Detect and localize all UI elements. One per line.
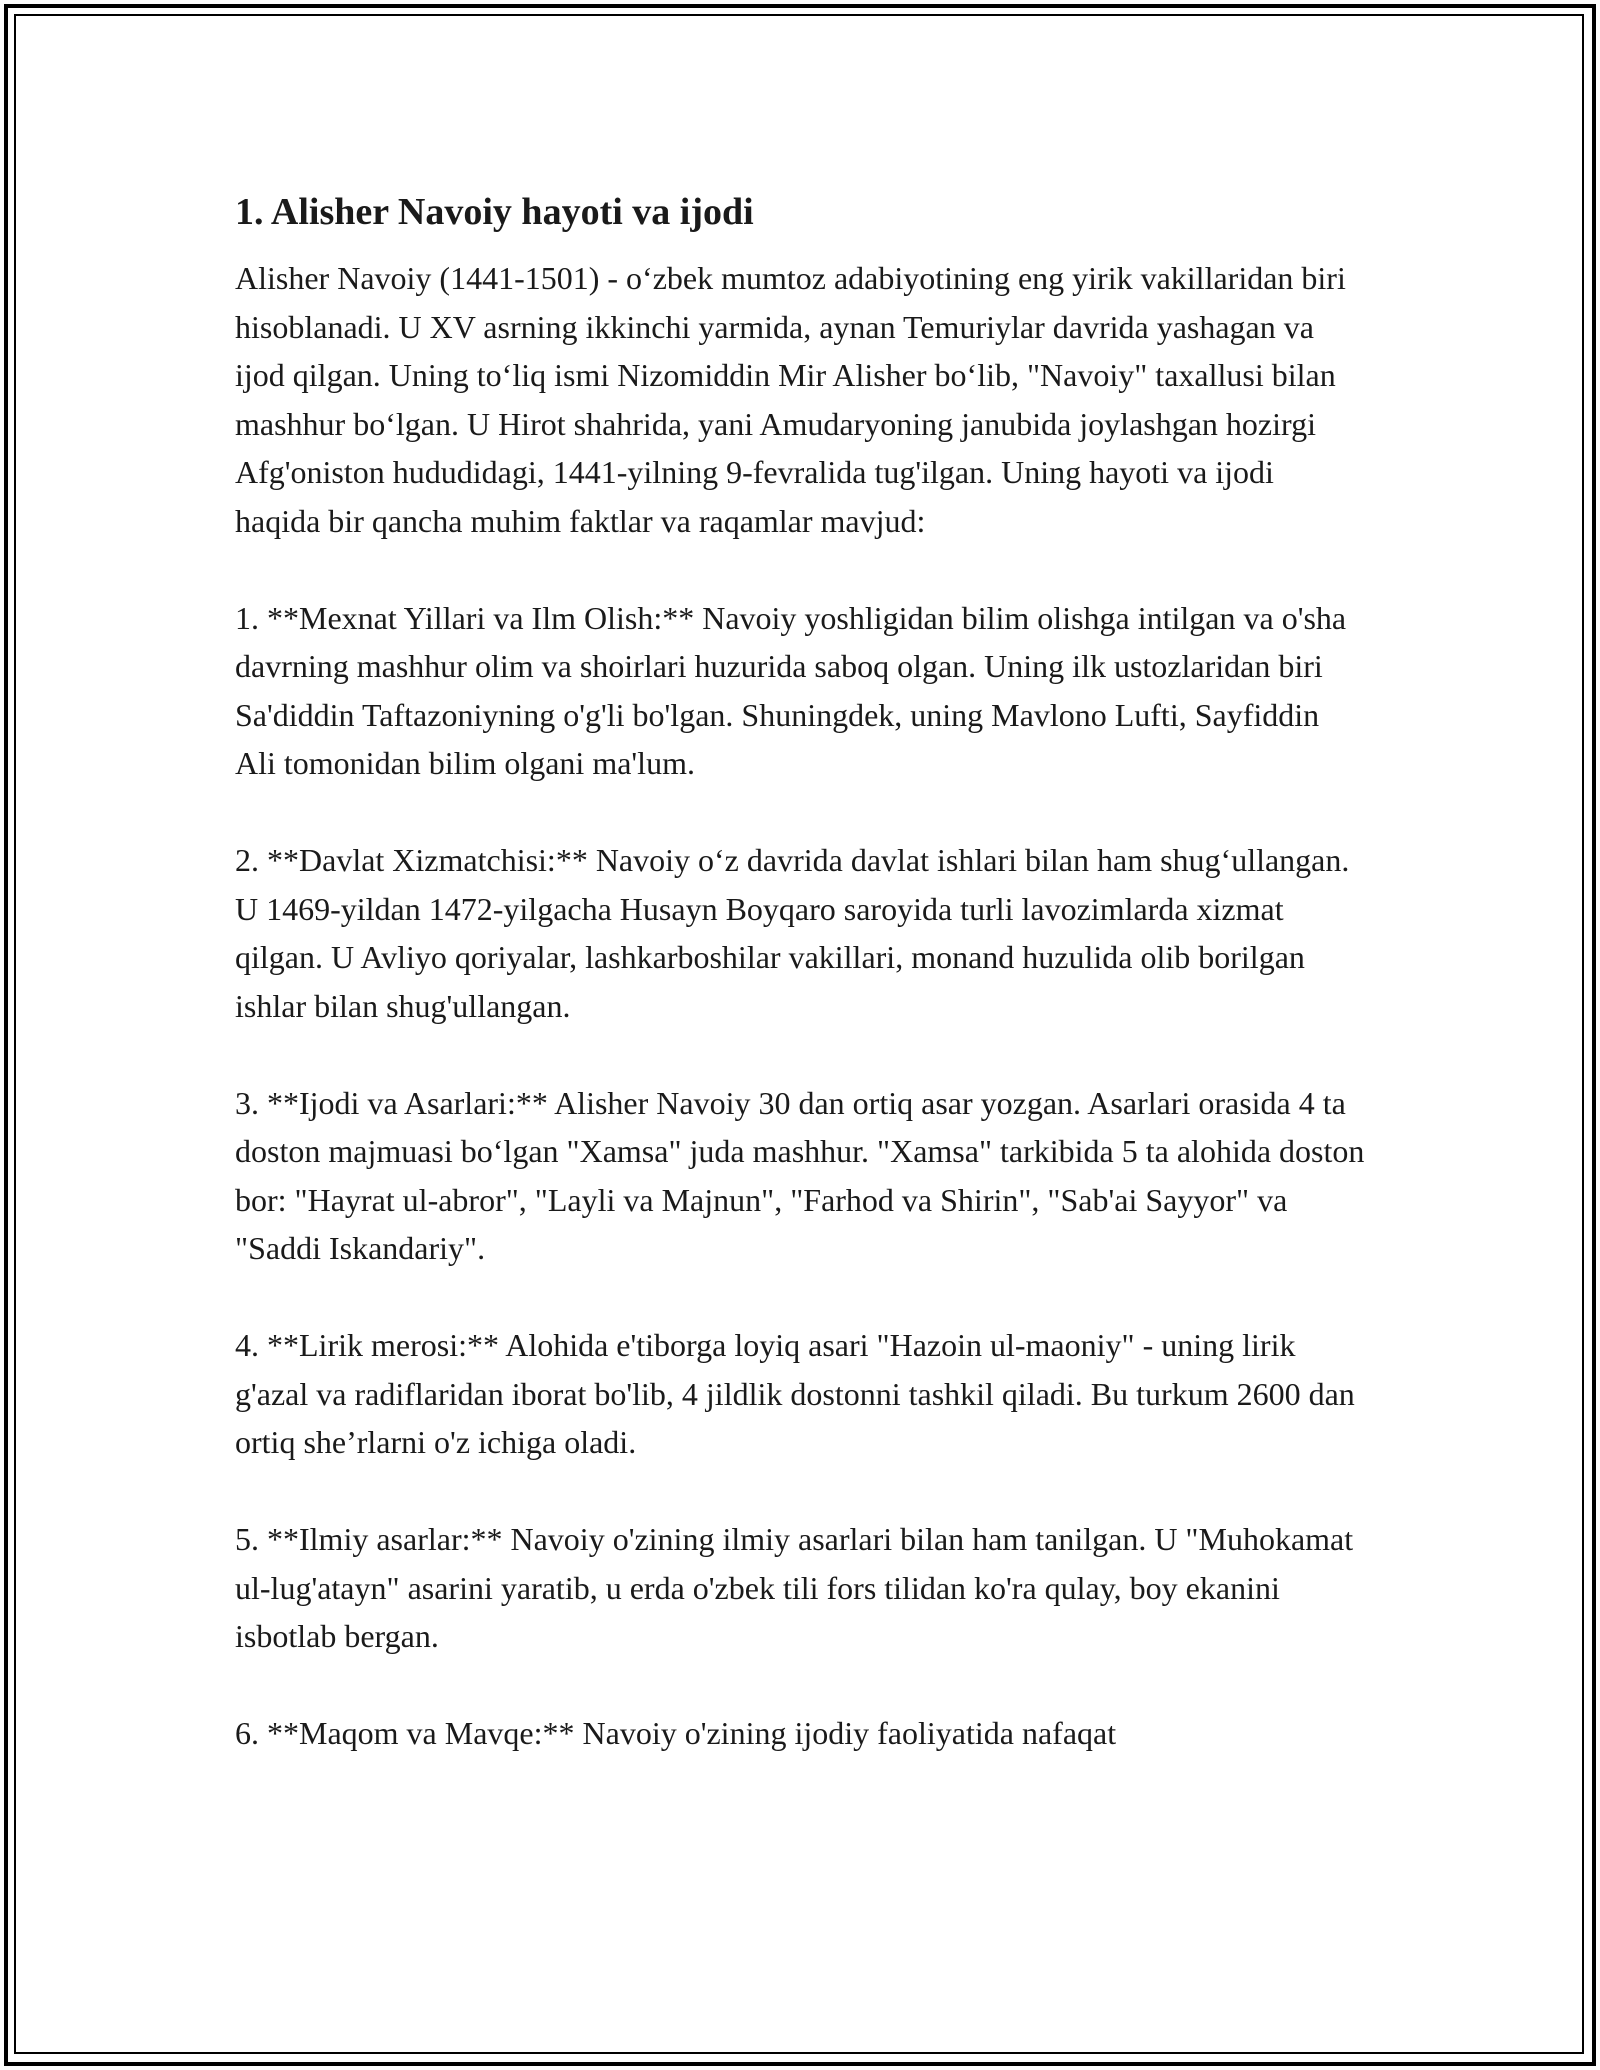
paragraph-item-4: 4. **Lirik merosi:** Alohida e'tiborga loyiq asari "Hazoin ul-maoniy" - uning lirik g'azal va radiflaridan iborat bo'lib, 4 jildlik dostonni tashkil qiladi. Bu turkum 2600 dan ortiq she’rlarni o'z ichiga oladi. <box>235 1327 1355 1460</box>
document-title: 1. Alisher Navoiy hayoti va ijodi <box>235 191 754 233</box>
paragraph-item-5: 5. **Ilmiy asarlar:** Navoiy o'zining ilmiy asarlari bilan ham tanilgan. U "Muhokamat ul-lug'atayn" asarini yaratib, u erda o'zbek tili fors tilidan ko'ra qulay, boy ekanini isbotlab bergan. <box>235 1521 1354 1654</box>
paragraph-item-6: 6. **Maqom va Mavqe:** Navoiy o'zining ijodiy faoliyatida nafaqat <box>235 1715 1117 1751</box>
paragraph-item-2: 2. **Davlat Xizmatchisi:** Navoiy o‘z davrida davlat ishlari bilan ham shug‘ullangan. U 1469-yildan 1472-yilgacha Husayn Boyqaro saroyida turli lavozimlarda xizmat qilgan. U Avliyo qoriyalar, lashkarboshilar vakillari, monand huzulida olib borilgan ishlar bilan shug'ullangan. <box>235 842 1350 1024</box>
paragraph-intro: Alisher Navoiy (1441-1501) - o‘zbek mumtoz adabiyotining eng yirik vakillaridan biri hisoblanadi. U XV asrning ikkinchi yarmida, aynan Temuriylar davrida yashagan va ijod qilgan. Uning to‘liq ismi Nizomiddin Mir Alisher bo‘lib, "Navoiy" taxallusi bilan mashhur bo‘lgan. U Hirot shahrida, yani Amudaryoning janubida joylashgan hozirgi Afg'oniston hududidagi, 1441-yilning 9-fevralida tug'ilgan. Uning hayoti va ijodi haqida bir qancha muhim faktlar va raqamlar mavjud: <box>235 260 1346 539</box>
paragraph-item-3: 3. **Ijodi va Asarlari:** Alisher Navoiy 30 dan ortiq asar yozgan. Asarlari orasida 4 ta doston majmuasi bo‘lgan "Xamsa" juda mashhur. "Xamsa" tarkibida 5 ta alohida doston bor: "Hayrat ul-abror", "Layli va Majnun", "Farhod va Shirin", "Sab'ai Sayyor" va "Saddi Iskandariy". <box>235 1084 1365 1266</box>
paragraph-item-1: 1. **Mexnat Yillari va Ilm Olish:** Navoiy yoshligidan bilim olishga intilgan va o'sha davrning mashhur olim va shoirlari huzurida saboq olgan. Uning ilk ustozlaridan biri Sa'diddin Taftazoniyning o'g'li bo'lgan. Shuningdek, uning Mavlono Lufti, Sayfiddin Ali tomonidan bilim olgani ma'lum. <box>235 599 1347 781</box>
document-body <box>235 186 1365 1758</box>
